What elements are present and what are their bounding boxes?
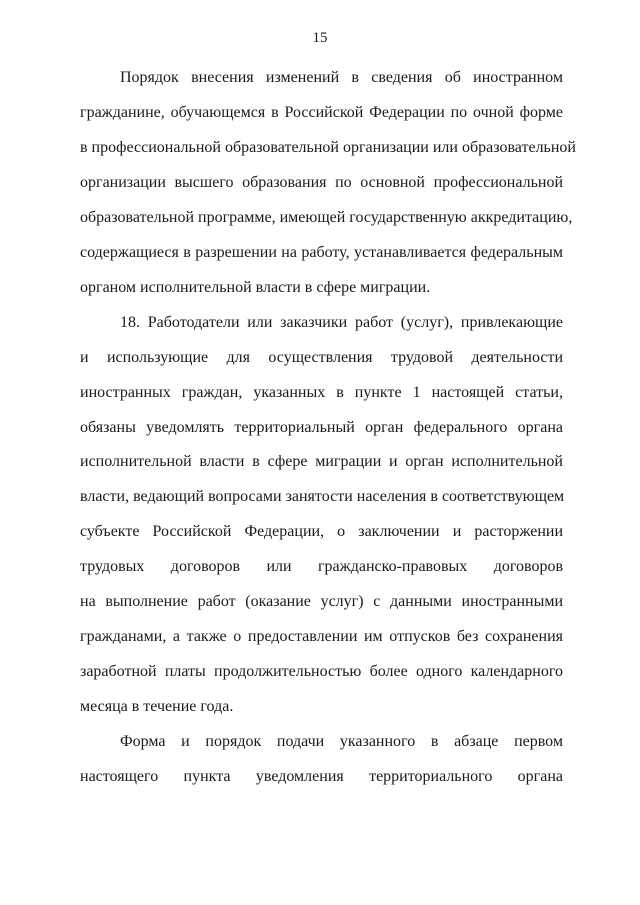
- paragraph-2-line-11: заработной платы продолжительностью более одного календарного: [80, 663, 563, 680]
- paragraph-2-line-12: месяца в течение года.: [80, 698, 234, 715]
- paragraph-2-line-10: гражданами, а также о предоставлении им отпусков без сохранения: [80, 628, 563, 645]
- paragraph-1-line-4: организации высшего образования по основной профессиональной: [80, 174, 563, 191]
- paragraph-1-line-6: содержащиеся в разрешении на работу, устанавливается федеральным: [80, 244, 563, 261]
- paragraph-2-line-1: 18. Работодатели или заказчики работ (услуг), привлекающие: [120, 314, 563, 331]
- paragraph-1-line-1: Порядок внесения изменений в сведения об иностранном: [120, 69, 563, 86]
- paragraph-2-line-7: субъекте Российской Федерации, о заключении и расторжении: [80, 523, 563, 540]
- paragraph-1-line-7: органом исполнительной власти в сфере миграции.: [80, 279, 431, 296]
- paragraph-2-line-4: обязаны уведомлять территориальный орган федерального органа: [80, 419, 563, 436]
- page-number: 15: [312, 30, 328, 46]
- paragraph-3-line-1: Форма и порядок подачи указанного в абзаце первом: [120, 733, 563, 750]
- paragraph-1-line-3: в профессиональной образовательной организации или образовательной: [80, 139, 576, 156]
- paragraph-2-line-6: власти, ведающий вопросами занятости населения в соответствующем: [80, 488, 565, 505]
- paragraph-2-line-8: трудовых договоров или гражданско-правовых договоров: [80, 558, 563, 575]
- paragraph-2-line-3: иностранных граждан, указанных в пункте 1 настоящей статьи,: [80, 384, 563, 401]
- paragraph-2-line-2: и использующие для осуществления трудовой деятельности: [80, 349, 563, 366]
- paragraph-2-line-9: на выполнение работ (оказание услуг) с данными иностранными: [80, 593, 563, 610]
- paragraph-3-line-2: настоящего пункта уведомления территориального органа: [80, 768, 563, 785]
- paragraph-1-line-5: образовательной программе, имеющей государственную аккредитацию,: [80, 209, 573, 226]
- paragraph-2-line-5: исполнительной власти в сфере миграции и орган исполнительной: [80, 453, 563, 470]
- paragraph-1-line-2: гражданине, обучающемся в Российской Федерации по очной форме: [80, 104, 563, 121]
